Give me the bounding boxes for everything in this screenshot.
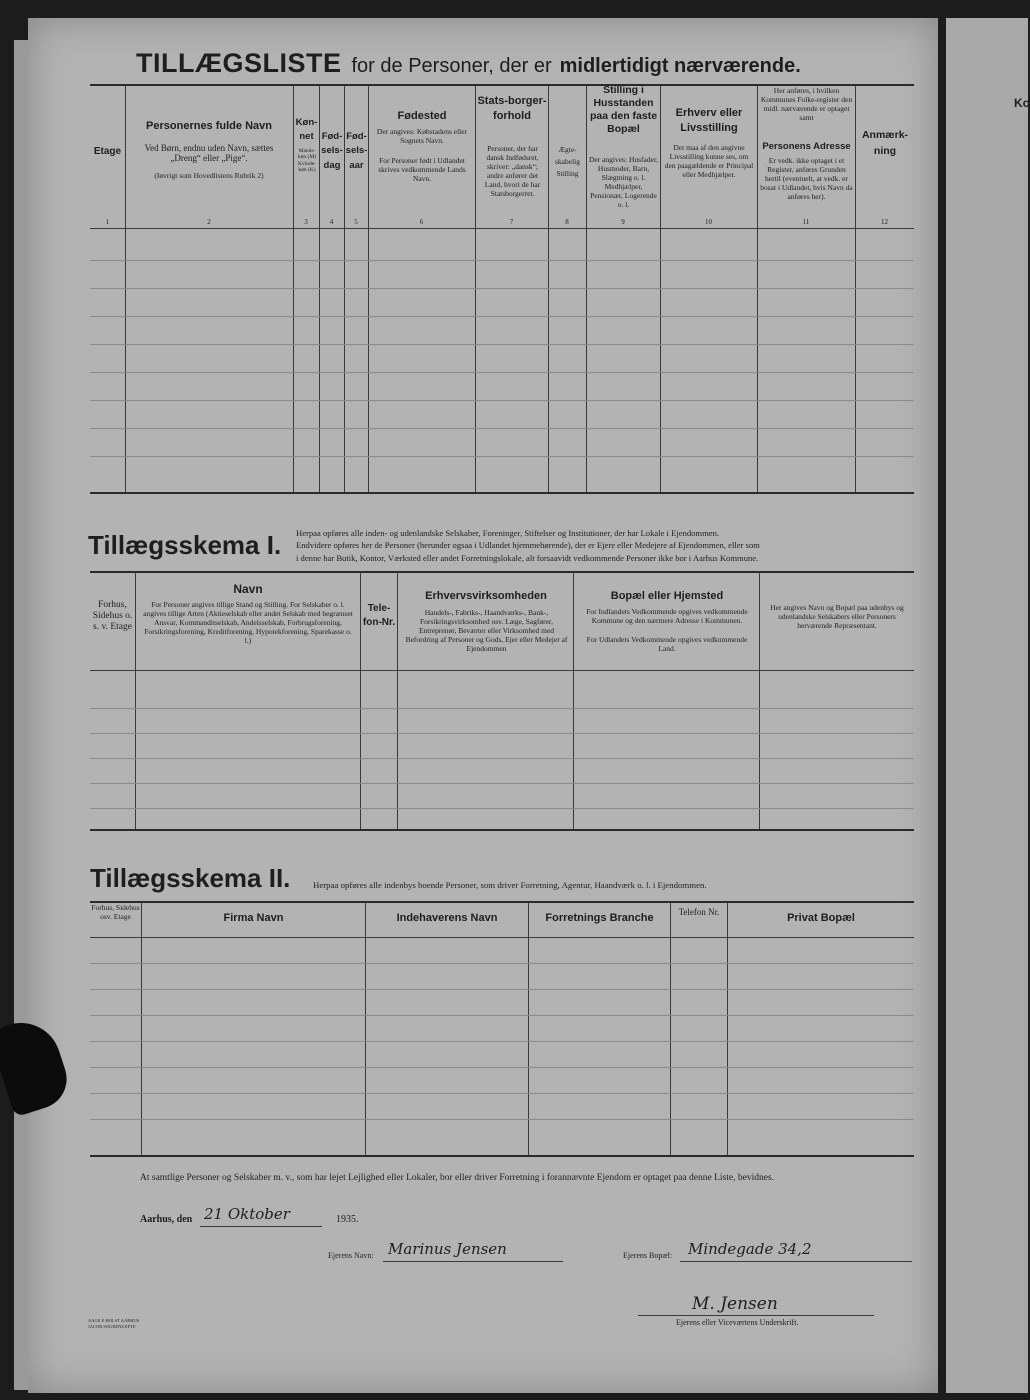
skema2-title: Tillægsskema II. bbox=[90, 863, 291, 893]
skema2-col-tlf: Telefon Nr. bbox=[678, 907, 720, 917]
year: 1935. bbox=[336, 1214, 359, 1225]
city-label: Aarhus, den bbox=[140, 1214, 193, 1225]
col-name-desc2: (Iøvrigt som Hovedlistens Rubrik 2) bbox=[154, 171, 264, 180]
main-title bbox=[136, 48, 936, 79]
list-row-line bbox=[90, 316, 914, 317]
owner-name-label: Ejerens Navn: bbox=[328, 1251, 374, 1260]
skema1-col-bopael: Bopæl eller Hjemsted bbox=[610, 590, 724, 602]
skema1-intro bbox=[296, 527, 916, 564]
skema2-col-branche: Forretnings Branche bbox=[545, 912, 654, 924]
col-name-title: Personernes fulde Navn bbox=[146, 120, 272, 132]
owner-address-line bbox=[680, 1261, 912, 1262]
skema1-intro-line2: Endvidere opføres her de Personer (herunder ogsaa i Udlandet hjemmehørende), der er Ejere eller Medejere af Ejendommen, eller som bbox=[296, 540, 760, 551]
title-rest: for de Personer, der er bbox=[351, 55, 552, 77]
list-header-rule bbox=[90, 228, 914, 229]
col-name-desc: Ved Børn, endnu uden Navn, sættes „Dreng“ eller „Pige“. bbox=[144, 143, 274, 164]
skema1-col-bopael-desc1: For Indlandets Vedkommende opgives vedkommende Kommune og den nærmere Adresse i Kommunen. bbox=[586, 607, 748, 625]
col-birthday-title: Fød-sels-dag bbox=[321, 131, 343, 171]
col-num: 1 bbox=[105, 218, 110, 226]
list-row-line bbox=[90, 344, 914, 345]
skema1-col-bopael-desc2: For Udlandets Vedkommende opgives vedkommende Land. bbox=[586, 635, 748, 653]
owner-address-label: Ejerens Bopæl: bbox=[623, 1251, 673, 1260]
title-word: TILLÆGSLISTE bbox=[136, 48, 342, 78]
owner-name-line bbox=[383, 1261, 563, 1262]
signature-label: Ejerens eller Viceværtens Underskrift. bbox=[676, 1318, 799, 1327]
col-num: 6 bbox=[419, 218, 424, 226]
date-line bbox=[200, 1226, 322, 1227]
col-household-title: Stilling i Husstanden paa den faste Bopæl bbox=[589, 84, 658, 136]
col-birthyear-title: Fød-sels-aar bbox=[345, 131, 368, 171]
list-bottom-rule bbox=[90, 492, 914, 494]
list-row-line bbox=[90, 456, 914, 457]
col-occupation-desc: Det maa af den angivne Livsstilling kunne ses, om den paagældende er Principal eller Medhjælper. bbox=[664, 143, 754, 179]
col-birthplace-desc2: For Personer født i Udlandet skrives vedkommende Lands Navn. bbox=[378, 156, 466, 183]
printer-mark: AAGE E HOLST AARHUS JACOB SOURENS EFTF. bbox=[88, 1318, 140, 1329]
col-num: 7 bbox=[509, 218, 514, 226]
skema1-col-repr: Her angives Navn og Bopæl paa udenbys og udenlandske Selskabers eller Personers herværende Repræsentant. bbox=[770, 603, 904, 630]
skema1-title: Tillægsskema I. bbox=[88, 530, 282, 560]
col-num: 5 bbox=[354, 218, 358, 226]
skema1-col-navn-desc: For Personer angives tillige Stand og Stilling. For Selskaber o. l. angives tillige Arten (Aktieselskab eller andet Selskab med begrænset Ansvar, Kommanditselskab, Andelsselskab, Forbrugsforening, Forsikringsforening, Kreditforening, Hypotekforening, Sparekasse o. l.) bbox=[143, 600, 353, 645]
skema1-col-tlf: Tele-fon-Nr. bbox=[362, 603, 396, 628]
col-num: 3 bbox=[304, 218, 308, 226]
title-emph: midlertidigt nærværende. bbox=[559, 55, 801, 77]
col-sex-desc: Mands-køn (M) Kvinde-køn (K) bbox=[297, 148, 317, 173]
col-address-pre: Her anføres, i hvilken Kommunes Folke-register den midl. nærværende er optaget samt bbox=[760, 86, 853, 122]
col-remark-title: Anmærk-ning bbox=[861, 129, 909, 157]
skema1-col-etage: Forhus, Sidehus o. s. v. Etage bbox=[92, 600, 133, 632]
col-sex-title: Køn-net bbox=[295, 117, 318, 143]
col-citizenship-desc: Personer, der har dansk Indfødsret, skriver: „dansk“; andre anfører det Land, hvori de har Statsborgerret. bbox=[484, 144, 541, 198]
col-occupation-title: Erhverv eller Livsstilling bbox=[675, 107, 743, 134]
col-household-desc: Der angives: Husfader, Husmoder, Barn, Slægtning o. l. Medhjælper, Pensionær, Logerende o. l. bbox=[588, 155, 659, 209]
col-num: 4 bbox=[329, 218, 334, 226]
next-page-fragment: Ko bbox=[1014, 96, 1030, 110]
col-citizenship-title: Stats-borger-forhold bbox=[477, 95, 547, 123]
col-num: 8 bbox=[565, 218, 569, 226]
list-row-line bbox=[90, 428, 914, 429]
skema2-col-etage: Forhus, Sidehus osv. Etage bbox=[91, 903, 140, 921]
signature-line bbox=[638, 1315, 874, 1316]
form-page bbox=[28, 18, 938, 1393]
col-num: 10 bbox=[705, 218, 712, 226]
skema1-intro-line1: Herpaa opføres alle inden- og udenlandske Selskaber, Foreninger, Stiftelser og Institutioner, der har Lokale i Ejendommen. bbox=[296, 528, 720, 538]
col-address-desc: Er vedk. ikke optaget i et Register, anføres Grunden hertil (eventuelt, at vedk. er bosat i Udlandet, hvis Navn da anføres her). bbox=[760, 156, 853, 201]
skema2-col-bopael: Privat Bopæl bbox=[787, 912, 855, 924]
owner-address-handwritten: Mindegade 34,2 bbox=[688, 1240, 812, 1258]
skema1-col-navn: Navn bbox=[233, 582, 263, 596]
col-num: 2 bbox=[207, 218, 211, 226]
list-row-line bbox=[90, 288, 914, 289]
skema2-col-indehaver: Indehaverens Navn bbox=[396, 912, 498, 924]
col-marital-title: Ægte-skabelig Stilling bbox=[555, 145, 580, 178]
attestation: At samtlige Personer og Selskaber m. v., som har lejet Lejlighed eller Lokaler, bor eller driver Forretning i forannævnte Ejendom er optaget paa denne Liste, bevidnes. bbox=[140, 1173, 774, 1183]
date-handwritten: 21 Oktober bbox=[204, 1205, 290, 1223]
col-address-title: Personens Adresse bbox=[762, 141, 851, 152]
col-num: 12 bbox=[881, 218, 888, 226]
col-num: 11 bbox=[802, 218, 810, 226]
list-row-line bbox=[90, 260, 914, 261]
list-row-line bbox=[90, 400, 914, 401]
skema1-col-erhverv: Erhvervsvirksomheden bbox=[425, 590, 547, 602]
col-num: 9 bbox=[621, 218, 625, 226]
col-birthplace-title: Fødested bbox=[397, 110, 447, 122]
next-page bbox=[946, 18, 1028, 1393]
signature-handwritten: M. Jensen bbox=[692, 1294, 778, 1314]
skema1-intro-line3: i denne har Butik, Kontor, Værksted eller andet Forretningslokale, alt forsaavidt vedkommende Personer ikke bor i Aarhus Kommune. bbox=[296, 552, 759, 563]
col-birthplace-desc: Der angives: Købstadens eller Sognets Navn. bbox=[376, 127, 468, 145]
col-etage-title: Etage bbox=[93, 146, 122, 157]
skema2-col-firma: Firma Navn bbox=[223, 912, 284, 924]
skema1-col-erhverv-desc: Handels-, Fabriks-, Haandværks-, Bank-, Forsikringsvirksomhed osv. Læge, Sagfører, Entreprenør, Beværter eller Virksomhed med Befordring af Personer og Gods, Ejer eller Medejer af Ejendommen bbox=[405, 608, 568, 653]
owner-name-handwritten: Marinus Jensen bbox=[388, 1240, 507, 1258]
list-row-line bbox=[90, 372, 914, 373]
skema2-intro: Herpaa opføres alle indenbys boende Personer, som driver Forretning, Agentur, Haandværk o. l. i Ejendommen. bbox=[313, 880, 707, 890]
